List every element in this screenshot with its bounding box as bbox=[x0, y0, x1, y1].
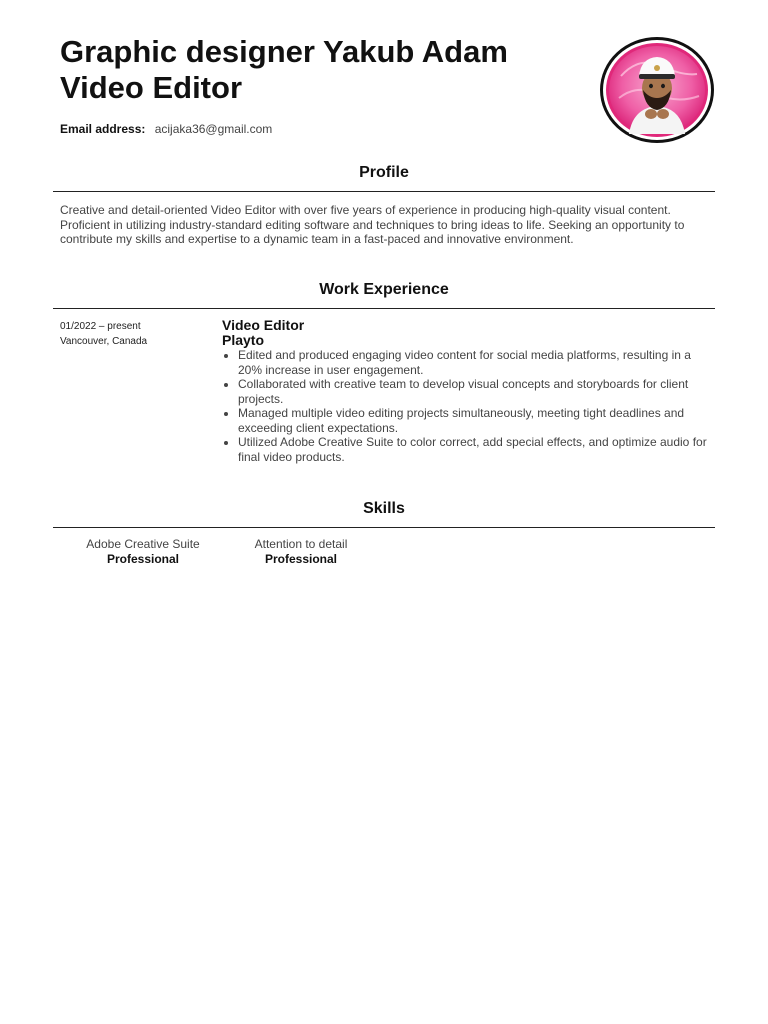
job-location: Vancouver, Canada bbox=[60, 336, 148, 347]
skill-name: Adobe Creative Suite bbox=[86, 537, 200, 551]
email-value[interactable]: acijaka36@gmail.com bbox=[154, 122, 273, 136]
candidate-name bbox=[60, 34, 560, 106]
avatar bbox=[599, 36, 715, 144]
name-line-2: Video Editor bbox=[60, 70, 243, 105]
job-bullet: • Utilized Adobe Creative Suite to color correct, add special effects, and optimize audio for final video products. bbox=[238, 435, 710, 464]
avatar-memoji-icon bbox=[599, 36, 715, 144]
job-company: Playto bbox=[222, 332, 265, 348]
skill-level: Professional bbox=[106, 552, 180, 566]
email-label: Email address: bbox=[60, 122, 146, 136]
skills-heading: Skills bbox=[363, 500, 405, 517]
skills-divider bbox=[53, 527, 715, 528]
job-bullet: • Edited and produced engaging video content for social media platforms, resulting in a 20% increase in user engagement. bbox=[238, 348, 710, 377]
job-meta bbox=[60, 319, 210, 349]
skill-item bbox=[230, 537, 372, 567]
skill-name: Attention to detail bbox=[254, 537, 348, 551]
name-line-1: Graphic designer Yakub Adam bbox=[60, 34, 508, 69]
skill-level: Professional bbox=[264, 552, 338, 566]
profile-divider bbox=[53, 191, 715, 192]
skill-item bbox=[72, 537, 214, 567]
job-bullet: • Managed multiple video editing projects simultaneously, meeting tight deadlines and exceeding client expectations. bbox=[238, 406, 710, 435]
job-bullet-list bbox=[222, 348, 710, 464]
job-dates: 01/2022 – present bbox=[60, 321, 141, 332]
profile-summary: Creative and detail-oriented Video Editor with over five years of experience in producing high-quality visual content. Proficient in utilizing industry-standard editing software and techniques to bring ideas to life. Seeking an opportunity to contribute my skills and expertise to a dynamic team in a fast-paced and innovative environment. bbox=[60, 203, 685, 246]
job-position: Video Editor bbox=[222, 317, 305, 333]
job-bullet: • Collaborated with creative team to develop visual concepts and storyboards for client projects. bbox=[238, 377, 710, 406]
work-divider bbox=[53, 308, 715, 309]
email-row bbox=[60, 121, 272, 137]
profile-heading: Profile bbox=[359, 164, 409, 181]
work-heading: Work Experience bbox=[319, 281, 449, 298]
job-details bbox=[222, 318, 710, 464]
